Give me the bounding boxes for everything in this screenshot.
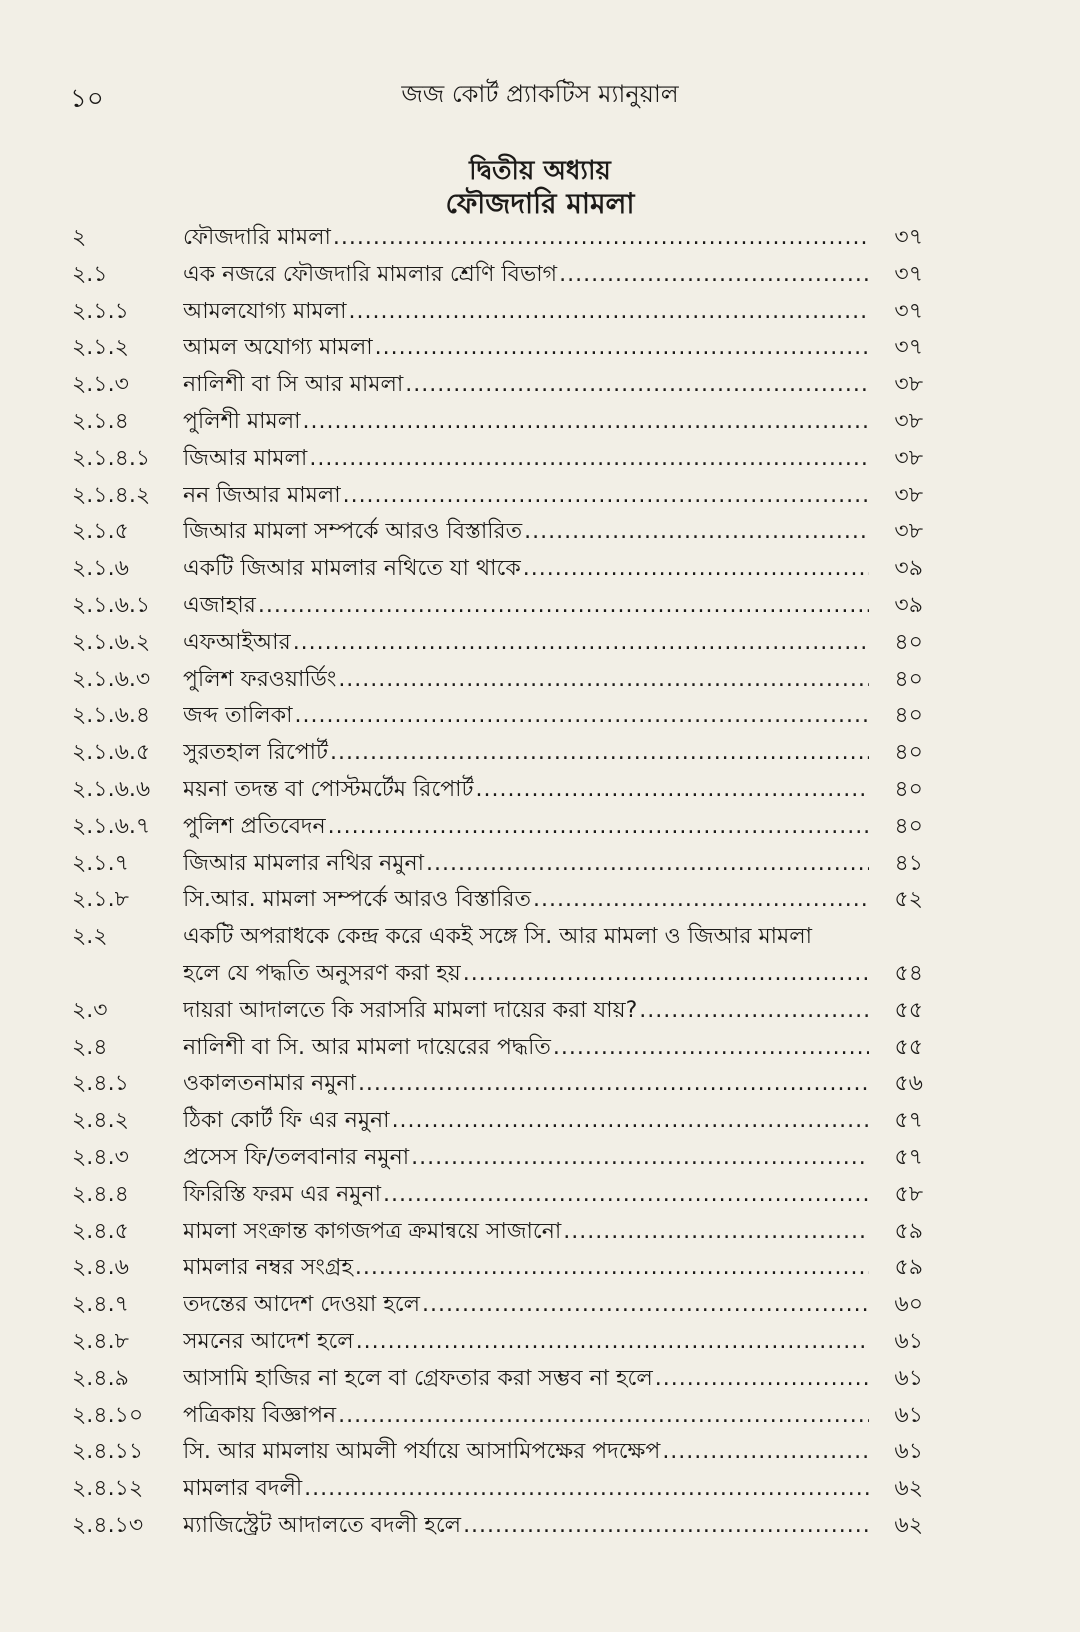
toc-entry-title: সি. আর মামলায় আমলী পর্যায়ে আসামিপক্ষের পদক্ষেপ: [183, 1439, 661, 1465]
toc-page-number: ৩৭: [894, 225, 923, 250]
toc-page-number: ৬২: [894, 1476, 923, 1502]
toc-page-number: ৬১: [894, 1365, 923, 1391]
dot-leader: [411, 1140, 869, 1177]
toc-entry[interactable]: [0, 1140, 1080, 1177]
toc-page-number: ৫৫: [894, 997, 923, 1023]
toc-section-number: ২.১.৬.৩: [72, 666, 151, 692]
toc-entry-title: আসামি হাজির না হলে বা গ্রেফতার করা সম্ভব না হলে: [183, 1365, 653, 1391]
toc-section-number: ২.১.৬.৭: [72, 813, 151, 839]
toc-entry-title: নন জিআর মামলা: [183, 482, 341, 508]
toc-section-number: ২.৪.১২: [72, 1476, 144, 1502]
toc-entry[interactable]: [0, 919, 1080, 993]
toc-section-number: ২.৪.১০: [72, 1402, 144, 1428]
toc-page-number: ৩৭: [894, 298, 923, 324]
toc-entry-title: সি.আর. মামলা সম্পর্কে আরও বিস্তারিত: [183, 887, 531, 913]
toc-page-number: ৫৯: [894, 1255, 923, 1281]
toc-entry[interactable]: [0, 220, 1080, 257]
dot-leader: [258, 588, 869, 625]
toc-page-number: ৪০: [894, 776, 923, 802]
toc-entry[interactable]: [0, 551, 1080, 588]
toc-entry[interactable]: [0, 1324, 1080, 1361]
toc-section-number: ২.৪.৯: [72, 1365, 129, 1391]
toc-entry-title: একটি অপরাধকে কেন্দ্র করে একই সঙ্গে সি. আর মামলা ও জিআর মামলা: [183, 924, 813, 950]
toc-entry-title-continued: হলে যে পদ্ধতি অনুসরণ করা হয়: [183, 960, 461, 986]
dot-leader: [405, 367, 869, 404]
toc-entry-title: মামলার বদলী: [183, 1476, 303, 1502]
dot-leader: [662, 1434, 869, 1471]
toc-section-number: ২.১: [72, 261, 108, 287]
toc-entry[interactable]: [0, 735, 1080, 772]
toc-entry[interactable]: [0, 1030, 1080, 1067]
dot-leader: [639, 993, 869, 1030]
toc-section-number: ২.১.৩: [72, 372, 129, 398]
toc-entry-title: জিআর মামলা: [183, 445, 308, 471]
dot-leader: [463, 956, 869, 993]
toc-entry[interactable]: [0, 367, 1080, 404]
toc-entry-title: এফআইআর: [183, 629, 291, 655]
dot-leader: [476, 772, 869, 809]
dot-leader: [426, 846, 869, 883]
dot-leader: [303, 404, 869, 441]
toc-page-number: ৩৯: [894, 556, 923, 582]
toc-entry-title: এক নজরে ফৌজদারি মামলার শ্রেণি বিভাগ: [183, 261, 558, 287]
toc-entry-title: আমল অযোগ্য মামলা: [183, 335, 373, 361]
chapter-label: দ্বিতীয় অধ্যায়: [469, 156, 611, 186]
toc-page-number: ৫৪: [894, 960, 923, 986]
toc-entry-title: দায়রা আদালতে কি সরাসরি মামলা দায়ের করা যায়?: [183, 997, 638, 1023]
toc-section-number: ২.৪.১: [72, 1071, 129, 1097]
dot-leader: [356, 1324, 869, 1361]
dot-leader: [338, 1398, 869, 1435]
table-of-contents: [0, 220, 1080, 1545]
toc-page-number: ৩৯: [894, 592, 923, 618]
toc-entry-title: নালিশী বা সি. আর মামলা দায়েরের পদ্ধতি: [183, 1034, 551, 1060]
toc-entry-title: জব্দ তালিকা: [183, 703, 293, 729]
toc-entry[interactable]: [0, 809, 1080, 846]
dot-leader: [349, 294, 869, 331]
toc-page-number: ৪০: [894, 666, 923, 692]
toc-entry-title: এজাহার: [183, 592, 256, 618]
toc-section-number: ২.১.৬.৬: [72, 776, 151, 802]
toc-entry[interactable]: [0, 993, 1080, 1030]
toc-entry[interactable]: [0, 1177, 1080, 1214]
toc-section-number: ২.৪.৬: [72, 1255, 129, 1281]
toc-page-number: ৬১: [894, 1439, 923, 1465]
toc-entry[interactable]: [0, 478, 1080, 515]
toc-page-number: ৪০: [894, 629, 923, 655]
toc-entry[interactable]: [0, 1214, 1080, 1251]
dot-leader: [533, 882, 869, 919]
toc-entry[interactable]: [0, 1398, 1080, 1435]
dot-leader: [563, 1214, 869, 1251]
toc-entry[interactable]: [0, 1287, 1080, 1324]
toc-section-number: ২.৩: [72, 997, 108, 1023]
toc-entry[interactable]: [0, 698, 1080, 735]
toc-entry-title: তদন্তের আদেশ দেওয়া হলে: [183, 1292, 421, 1318]
toc-entry[interactable]: [0, 625, 1080, 662]
dot-leader: [309, 441, 869, 478]
toc-section-number: ২: [72, 225, 87, 250]
toc-entry[interactable]: [0, 1066, 1080, 1103]
toc-page-number: ৩৭: [894, 261, 923, 287]
toc-entry-title: মামলার নম্বর সংগ্রহ: [183, 1255, 353, 1281]
toc-page-number: ৫৯: [894, 1218, 923, 1244]
toc-page-number: ৬১: [894, 1328, 923, 1354]
toc-entry-title: পুলিশ প্রতিবেদন: [183, 813, 326, 839]
toc-entry[interactable]: [0, 882, 1080, 919]
dot-leader: [355, 1250, 869, 1287]
toc-page-number: ৫৮: [894, 1181, 923, 1207]
toc-entry[interactable]: [0, 514, 1080, 551]
toc-page-number: ৩৮: [894, 482, 923, 508]
dot-leader: [463, 1508, 869, 1545]
toc-section-number: ২.২: [72, 924, 108, 950]
dot-leader: [294, 698, 869, 735]
toc-entry[interactable]: [0, 294, 1080, 331]
toc-entry[interactable]: [0, 1361, 1080, 1398]
toc-page-number: ৩৮: [894, 519, 923, 545]
toc-section-number: ২.৪.৩: [72, 1144, 129, 1170]
toc-entry[interactable]: [0, 1103, 1080, 1140]
toc-section-number: ২.১.১: [72, 298, 129, 324]
toc-page-number: ৬২: [894, 1512, 923, 1538]
toc-section-number: ২.১.৮: [72, 887, 129, 913]
toc-entry-title: পত্রিকায় বিজ্ঞাপন: [183, 1402, 337, 1428]
toc-entry[interactable]: [0, 257, 1080, 294]
dot-leader: [523, 551, 869, 588]
toc-section-number: ২.৪.১১: [72, 1439, 144, 1465]
toc-entry[interactable]: [0, 1471, 1080, 1508]
toc-entry[interactable]: [0, 772, 1080, 809]
toc-page-number: ৬১: [894, 1402, 923, 1428]
toc-section-number: ২.১.২: [72, 335, 129, 361]
toc-section-number: ২.১.৬: [72, 556, 129, 582]
toc-section-number: ২.৪.৮: [72, 1328, 129, 1354]
toc-entry-title: ফিরিস্তি ফরম এর নমুনা: [183, 1181, 381, 1207]
toc-entry-title: সমনের আদেশ হলে: [183, 1328, 354, 1354]
toc-section-number: ২.১.৪.১: [72, 445, 151, 471]
toc-page-number: ৫৫: [894, 1034, 923, 1060]
dot-leader: [553, 1030, 869, 1067]
toc-section-number: ২.১.৪.২: [72, 482, 151, 508]
toc-page-number: ৩৭: [894, 335, 923, 361]
toc-page-number: ৩৮: [894, 408, 923, 434]
toc-entry[interactable]: [0, 846, 1080, 883]
toc-page-number: ৫৭: [894, 1144, 923, 1170]
dot-leader: [559, 257, 869, 294]
toc-entry[interactable]: [0, 1250, 1080, 1287]
toc-entry-title: একটি জিআর মামলার নথিতে যা থাকে: [183, 556, 521, 582]
page-number: ১০: [70, 84, 104, 114]
toc-section-number: ২.১.৬.২: [72, 629, 151, 655]
toc-section-number: ২.১.৫: [72, 519, 129, 545]
toc-entry[interactable]: [0, 441, 1080, 478]
toc-page-number: ৫৭: [894, 1108, 923, 1134]
dot-leader: [328, 809, 869, 846]
toc-page-number: ৩৮: [894, 372, 923, 398]
toc-entry[interactable]: [0, 1434, 1080, 1471]
toc-page-number: ৪০: [894, 740, 923, 766]
dot-leader: [343, 478, 869, 515]
dot-leader: [422, 1287, 869, 1324]
toc-section-number: ২.৪.১৩: [72, 1512, 144, 1538]
toc-page-number: ৪১: [894, 850, 923, 876]
toc-page-number: ৩৮: [894, 445, 923, 471]
toc-entry[interactable]: [0, 404, 1080, 441]
toc-entry-title: ওকালতনামার নমুনা: [183, 1071, 356, 1097]
toc-section-number: ২.৪.৭: [72, 1292, 129, 1318]
running-head: জজ কোর্ট প্র্যাকটিস ম্যানুয়াল: [401, 80, 679, 108]
toc-entry[interactable]: [0, 588, 1080, 625]
chapter-title: ফৌজদারি মামলা: [445, 187, 635, 220]
toc-entry-title: সুরতহাল রিপোর্ট: [183, 740, 329, 766]
dot-leader: [524, 514, 869, 551]
toc-page-number: ৪০: [894, 813, 923, 839]
toc-entry-title: পুলিশী মামলা: [183, 408, 301, 434]
toc-section-number: ২.৪.২: [72, 1108, 129, 1134]
dot-leader: [330, 735, 869, 772]
toc-entry-title: আমলযোগ্য মামলা: [183, 298, 347, 324]
toc-section-number: ২.১.৭: [72, 850, 129, 876]
toc-entry-title: ম্যাজিস্ট্রেট আদালতে বদলী হলে: [183, 1512, 462, 1538]
toc-section-number: ২.১.৪: [72, 408, 129, 434]
dot-leader: [304, 1471, 869, 1508]
toc-page-number: ৪০: [894, 703, 923, 729]
toc-entry-title: ময়না তদন্ত বা পোস্টমর্টেম রিপোর্ট: [183, 776, 474, 802]
dot-leader: [333, 220, 869, 257]
toc-entry-title: প্রসেস ফি/তলবানার নমুনা: [183, 1144, 410, 1170]
toc-entry-title: ঠিকা কোর্ট ফি এর নমুনা: [183, 1108, 390, 1134]
dot-leader: [358, 1066, 869, 1103]
dot-leader: [375, 330, 869, 367]
toc-entry-title: জিআর মামলা সম্পর্কে আরও বিস্তারিত: [183, 519, 523, 545]
toc-section-number: ২.৪.৫: [72, 1218, 129, 1244]
toc-section-number: ২.৪: [72, 1034, 108, 1060]
toc-entry[interactable]: [0, 330, 1080, 367]
dot-leader: [293, 625, 869, 662]
dot-leader: [392, 1103, 869, 1140]
toc-section-number: ২.১.৬.৫: [72, 740, 151, 766]
toc-entry[interactable]: [0, 1508, 1080, 1545]
dot-leader: [338, 662, 869, 699]
toc-entry-title: নালিশী বা সি আর মামলা: [183, 372, 404, 398]
toc-page-number: ৬০: [894, 1292, 923, 1318]
toc-page-number: ৫২: [894, 887, 923, 913]
toc-entry-title: ফৌজদারি মামলা: [183, 225, 331, 250]
dot-leader: [383, 1177, 869, 1214]
dot-leader: [655, 1361, 869, 1398]
toc-entry-title: পুলিশ ফরওয়ার্ডিং: [183, 666, 337, 692]
toc-page-number: ৫৬: [894, 1071, 923, 1097]
toc-section-number: ২.১.৬.১: [72, 592, 151, 618]
toc-entry-title: জিআর মামলার নথির নমুনা: [183, 850, 425, 876]
toc-entry-title: মামলা সংক্রান্ত কাগজপত্র ক্রমান্বয়ে সাজানো: [183, 1218, 562, 1244]
toc-section-number: ২.১.৬.৪: [72, 703, 151, 729]
toc-section-number: ২.৪.৪: [72, 1181, 129, 1207]
toc-entry[interactable]: [0, 662, 1080, 699]
